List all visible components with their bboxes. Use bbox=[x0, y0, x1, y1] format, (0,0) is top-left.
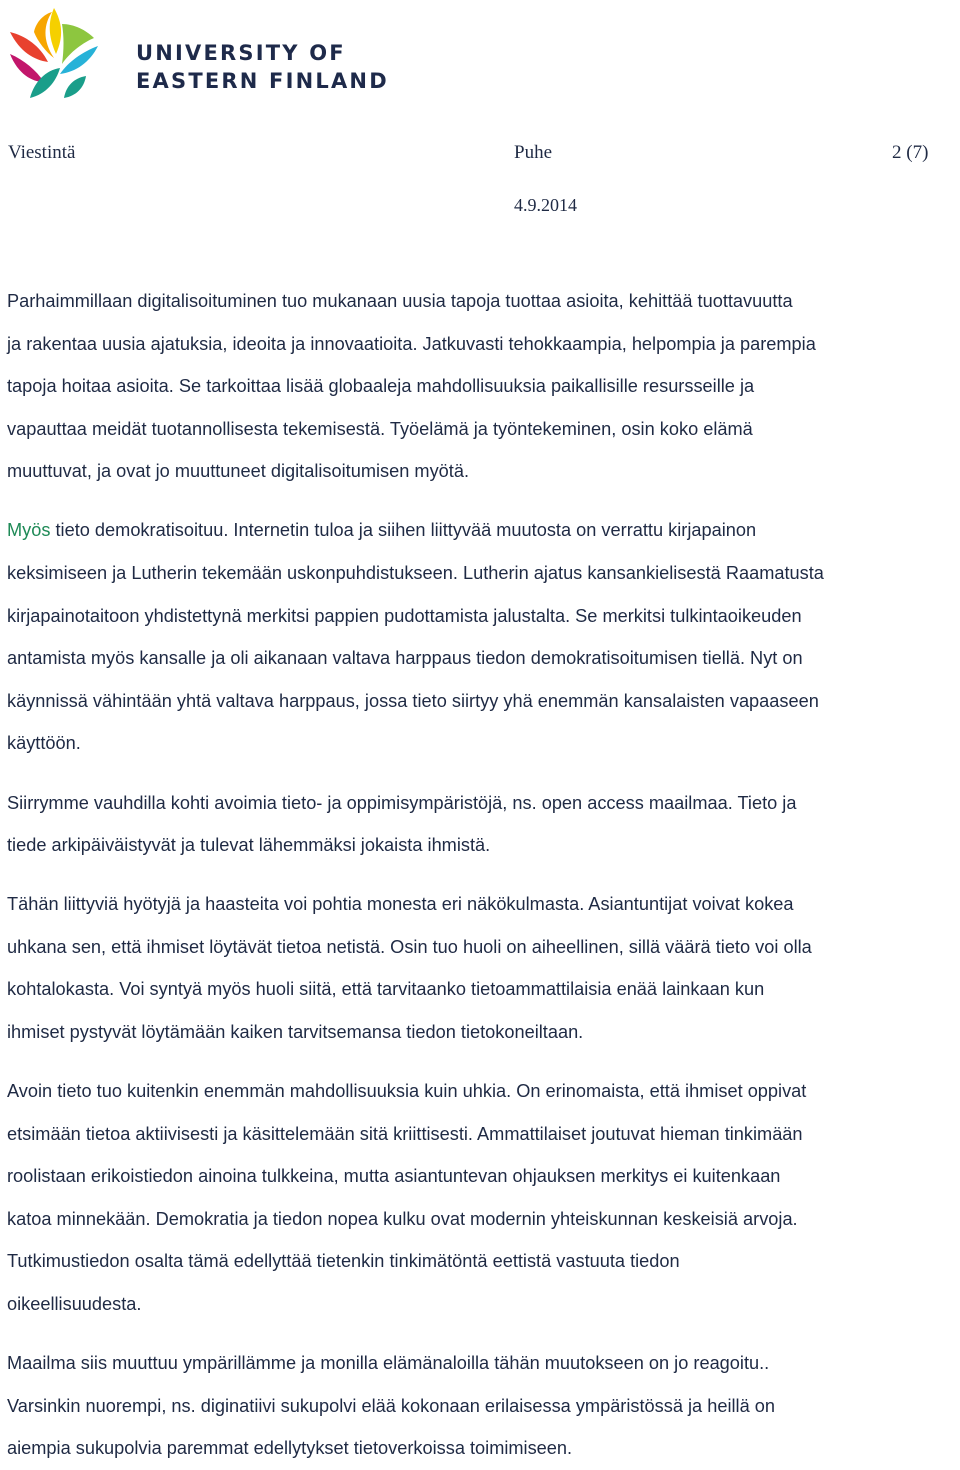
text-line: keksimiseen ja Lutherin tekemään uskonpuhdistukseen. Lutherin ajatus kansankielisestä Raamatusta bbox=[7, 563, 824, 584]
text-line: Varsinkin nuorempi, ns. diginatiivi sukupolvi elää kokonaan erilaisessa ympäristössä ja heillä on bbox=[7, 1395, 775, 1416]
text-line: Tutkimustiedon osalta tämä edellyttää tietenkin tinkimätöntä eettistä vastuuta tiedon bbox=[7, 1251, 680, 1272]
paragraph-1 bbox=[7, 280, 959, 493]
text-line: vapauttaa meidät tuotannollisesta tekemisestä. Työelämä ja työntekeminen, osin koko elämä bbox=[7, 418, 753, 439]
text-line: Parhaimmillaan digitalisoituminen tuo mukanaan uusia tapoja tuottaa asioita, kehittää tuottavuutta bbox=[7, 291, 793, 311]
text-line: Avoin tieto tuo kuitenkin enemmän mahdollisuuksia kuin uhkia. On erinomaista, että ihmiset oppivat bbox=[7, 1081, 807, 1102]
text-line: katoa minnekään. Demokratia ja tiedon nopea kulku ovat modernin yhteiskunnan keskeisiä arvoja. bbox=[7, 1208, 798, 1229]
uef-logo-icon bbox=[4, 2, 104, 102]
text-line: aiempia sukupolvia paremmat edellytykset tietoverkoissa toimimiseen. bbox=[7, 1438, 573, 1459]
text-line: muuttuvat, ja ovat jo muuttuneet digitalisoitumisen myötä. bbox=[7, 461, 469, 482]
text-line: oikeellisuudesta. bbox=[7, 1294, 142, 1315]
header-date: 4.9.2014 bbox=[514, 195, 577, 215]
university-name-line2: EASTERN FINLAND bbox=[136, 69, 389, 93]
paragraph-5 bbox=[7, 1070, 959, 1326]
text-line: tiede arkipäiväistyvät ja tulevat lähemmäksi jokaista ihmistä. bbox=[7, 835, 491, 856]
paragraph-2 bbox=[7, 509, 959, 765]
text-line: roolistaan erikoistiedon ainoina tulkkeina, mutta asiantuntevan ohjauksen merkitys ei kuitenkaan bbox=[7, 1166, 781, 1187]
text-line: käynnissä vähintään yhtä valtava harppaus, jossa tieto siirtyy yhä enemmän kansalaisten vapaaseen bbox=[7, 690, 819, 711]
text-line: Tähän liittyviä hyötyjä ja haasteita voi pohtia monesta eri näkökulmasta. Asiantuntijat voivat kokea bbox=[7, 894, 794, 915]
paragraph-4 bbox=[7, 883, 959, 1053]
text-line: tapoja hoitaa asioita. Se tarkoittaa lisää globaaleja mahdollisuuksia paikallisille resursseille ja bbox=[7, 376, 755, 397]
header-department: Viestintä bbox=[8, 142, 76, 163]
text-line: kohtalokasta. Voi syntyä myös huoli siitä, että tarvitaanko tietoammattilaisia enää lainkaan kun bbox=[7, 979, 765, 1000]
university-name-line1: UNIVERSITY OF bbox=[136, 41, 346, 65]
paragraph-3 bbox=[7, 782, 959, 867]
document-body bbox=[7, 280, 959, 1470]
text-line: uhkana sen, että ihmiset löytävät tietoa netistä. Osin tuo huoli on aiheellinen, sillä väärä tieto voi olla bbox=[7, 936, 812, 957]
paragraph-6 bbox=[7, 1342, 959, 1470]
text-line: Siirrymme vauhdilla kohti avoimia tieto- ja oppimisympäristöjä, ns. open access maailmaa. Tieto ja bbox=[7, 792, 797, 813]
text-line: käyttöön. bbox=[7, 733, 81, 754]
header-document-type: Puhe bbox=[514, 142, 552, 163]
text-line: kirjapainotaitoon yhdistettynä merkitsi pappien pudottamista jalustalta. Se merkitsi tulkintaoikeuden bbox=[7, 605, 802, 626]
university-name bbox=[136, 39, 389, 95]
text-line: ja rakentaa uusia ajatuksia, ideoita ja innovaatioita. Jatkuvasti tehokkaampia, helpompia ja parempia bbox=[7, 333, 816, 354]
text-line bbox=[7, 509, 959, 552]
text-fragment: tieto demokratisoituu. Internetin tuloa ja siihen liittyvää muutosta on verrattu kirjapainon bbox=[50, 520, 757, 541]
highlighted-word: Myös bbox=[7, 520, 51, 541]
text-line: Maailma siis muuttuu ympärillämme ja monilla elämänaloilla tähän muutokseen on jo reagoitu.. bbox=[7, 1353, 770, 1374]
text-line: antamista myös kansalle ja oli aikanaan valtava harppaus tiedon demokratisoitumisen tiellä. Nyt on bbox=[7, 648, 803, 669]
header-page-number: 2 (7) bbox=[892, 142, 929, 163]
text-line: etsimään tietoa aktiivisesti ja käsittelemään sitä kriittisesti. Ammattilaiset joutuvat hieman tinkimään bbox=[7, 1123, 803, 1144]
text-line: ihmiset pystyvät löytämään kaiken tarvitsemansa tiedon tietokoneiltaan. bbox=[7, 1022, 584, 1042]
